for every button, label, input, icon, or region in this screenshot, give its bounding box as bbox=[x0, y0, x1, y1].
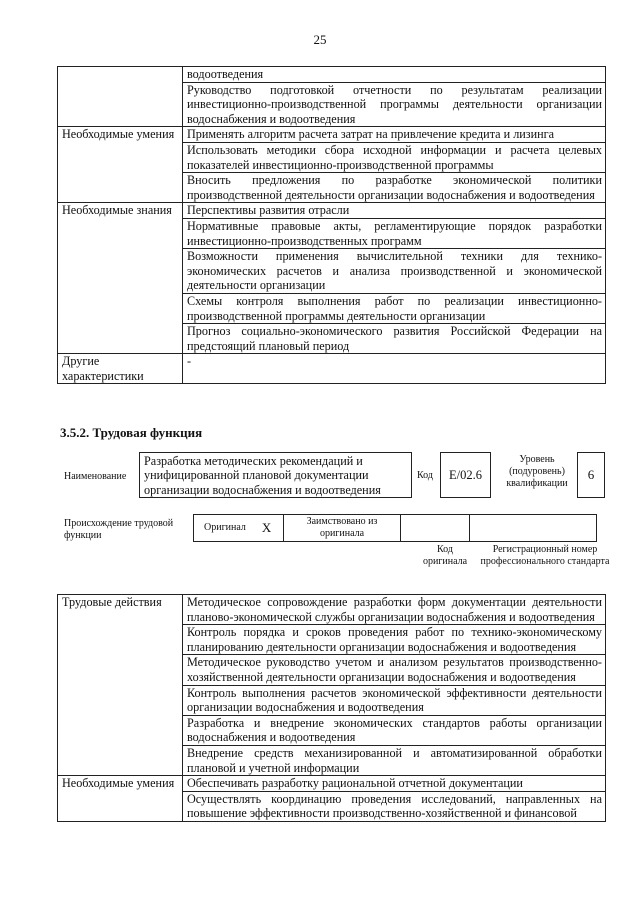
origin-row bbox=[194, 514, 597, 542]
row-label: Трудовые действия bbox=[58, 595, 183, 776]
page-number: 25 bbox=[313, 32, 327, 47]
registration-number-caption: Регистрационный номер профессионального стандарта bbox=[480, 544, 610, 567]
name-label: Наименование bbox=[64, 471, 127, 482]
original-label: Оригинал bbox=[204, 522, 246, 533]
row-item: Возможности применения вычислительной техники для технико-экономических расчетов и анализа производственной и экономической деятельности организации bbox=[183, 249, 606, 294]
row-item: Методическое руководство учетом и анализом результатов производственно-хозяйственной деятельности организации водоснабжения и водоотведения bbox=[183, 655, 606, 685]
function-code-value: E/02.6 bbox=[440, 452, 491, 498]
row-label: Необходимые знания bbox=[58, 203, 183, 354]
row-item: Вносить предложения по разработке экономической политики производственной деятельности организации водоснабжения и водоотведения bbox=[183, 173, 606, 203]
original-mark: X bbox=[261, 520, 272, 535]
row-item: Контроль порядка и сроков проведения работ по технико-экономическому планированию деятельности организации водоснабжения и водоотведения bbox=[183, 625, 606, 655]
original-cell bbox=[193, 514, 284, 542]
row-item: Разработка и внедрение экономических стандартов работы организации водоснабжения и водоотведения bbox=[183, 715, 606, 745]
original-code-cell bbox=[400, 514, 470, 542]
row-label: Необходимые умения bbox=[58, 776, 183, 822]
row-item: Прогноз социально-экономического развития Российской Федерации на предстоящий плановый период bbox=[183, 324, 606, 354]
code-label: Код bbox=[417, 470, 433, 481]
row-item: водоотведения bbox=[183, 67, 606, 83]
qualification-level-value: 6 bbox=[577, 452, 605, 498]
labor-function-table bbox=[57, 594, 606, 822]
row-item: Внедрение средств механизированной и автоматизированной обработки плановой и учетной информации bbox=[183, 745, 606, 775]
row-item: Нормативные правовые акты, регламентирующие порядок разработки инвестиционно-производственных программ bbox=[183, 218, 606, 248]
row-label bbox=[58, 67, 183, 127]
row-item: Обеспечивать разработку рациональной отчетной документации bbox=[183, 776, 606, 792]
row-item: Перспективы развития отрасли bbox=[183, 203, 606, 219]
row-label: Необходимые умения bbox=[58, 127, 183, 203]
row-item: Руководство подготовкой отчетности по результатам реализации инвестиционно-производственной программы деятельности организации водоснабжения и водоотведения bbox=[183, 82, 606, 127]
row-item: Методическое сопровождение разработки форм документации деятельности планово-экономической службы организации водоснабжения и водоотведения bbox=[183, 595, 606, 625]
table-row bbox=[58, 67, 606, 83]
table-row bbox=[58, 203, 606, 219]
row-item: Применять алгоритм расчета затрат на привлечение кредита и лизинга bbox=[183, 127, 606, 143]
function-name-value: Разработка методических рекомендаций и унифицированной плановой документации организации водоснабжения и водоотведения bbox=[139, 452, 412, 498]
original-code-caption: Код оригинала bbox=[422, 544, 468, 567]
table-row bbox=[58, 595, 606, 625]
section-heading: 3.5.2. Трудовая функция bbox=[60, 425, 203, 440]
row-item: Схемы контроля выполнения работ по реализации инвестиционно-производственной программы деятельности организации bbox=[183, 293, 606, 323]
registration-number-cell bbox=[469, 514, 597, 542]
qualification-level-label: Уровень (подуровень) квалификации bbox=[506, 454, 568, 489]
row-item: Использовать методики сбора исходной информации и расчета целевых показателей инвестиционно-производственной программы bbox=[183, 142, 606, 172]
origin-label: Происхождение трудовой функции bbox=[64, 518, 174, 541]
borrowed-cell: Заимствовано из оригинала bbox=[283, 514, 401, 542]
table-row bbox=[58, 354, 606, 384]
table-row bbox=[58, 776, 606, 792]
requirements-table-top bbox=[57, 66, 606, 384]
row-item: Контроль выполнения расчетов экономической эффективности деятельности организации водоснабжения и водоотведения bbox=[183, 685, 606, 715]
row-item: - bbox=[183, 354, 606, 384]
row-item: Осуществлять координацию проведения исследований, направленных на повышение эффективности производственно-хозяйственной и финансовой bbox=[183, 791, 606, 821]
table-row bbox=[58, 127, 606, 143]
row-label: Другие характеристики bbox=[58, 354, 183, 384]
